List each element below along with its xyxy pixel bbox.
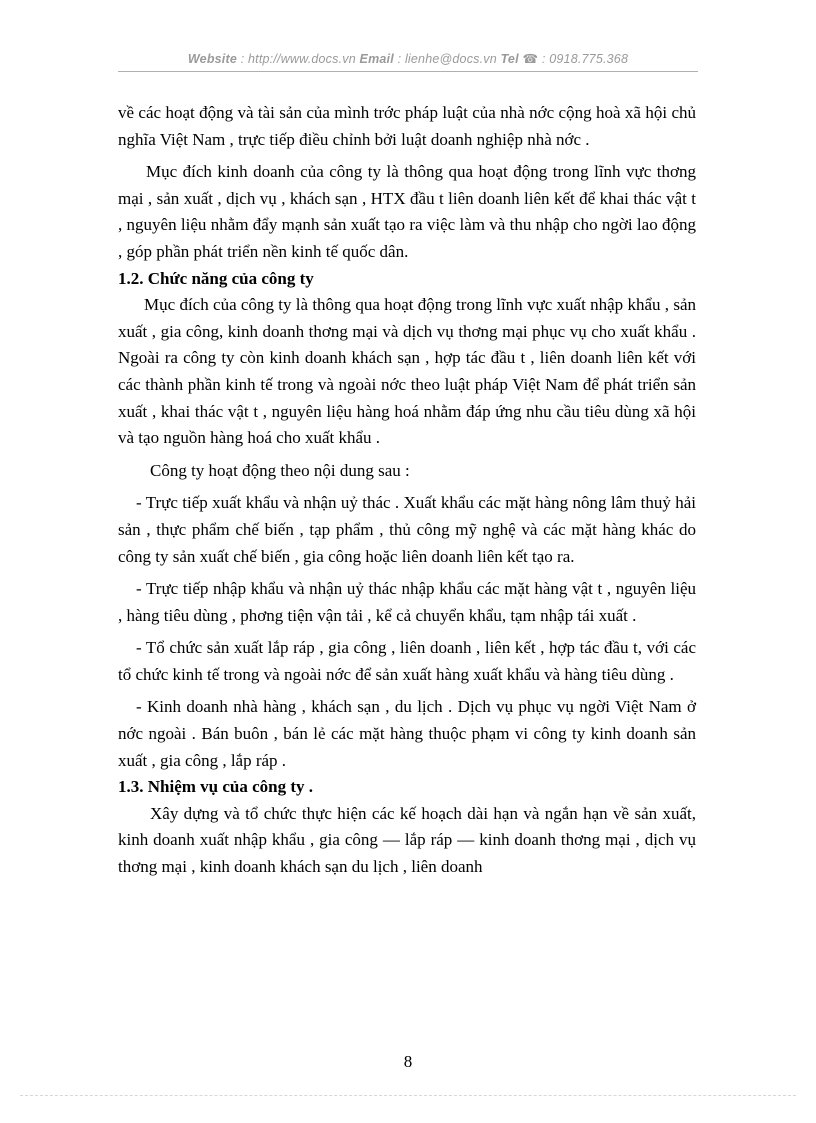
paragraph-functions: Mục đích của công ty là thông qua hoạt động trong lĩnh vực xuất nhập khẩu , sản xuất , gia công, kinh doanh thơng mại và dịch vụ thơng mại phục vụ cho xuất khẩu . Ngoài ra công ty còn kinh doanh khách sạn , hợp tác đầu t , liên doanh liên kết với các thành phần kinh tế trong và ngoài nớc theo luật pháp Việt Nam để phát triển sản xuất , khai thác vật t , nguyên liệu hàng hoá nhằm đáp ứng nhu cầu tiêu dùng xã hội và tạo nguồn hàng hoá cho xuất khẩu . [118, 295, 696, 448]
paragraph-business-purpose: Mục đích kinh doanh của công ty là thông qua hoạt động trong lĩnh vực thơng mại , sản xuất , dịch vụ , khách sạn , HTX đầu t liên doanh liên kết để khai thác vật t , nguyên liệu nhằm đẩy mạnh sản xuất tạo ra việc làm và thu nhập cho ngời lao động , góp phần phát triển nền kinh tế quốc dân. [118, 162, 696, 261]
list-item-import: - Trực tiếp nhập khẩu và nhận uỷ thác nhập khẩu các mặt hàng vật t , nguyên liệu , hàng tiêu dùng , phơng tiện vận tải , kể cả chuyển khẩu, tạm nhập tái xuất . [118, 579, 696, 625]
list-item-production: - Tổ chức sản xuất lắp ráp , gia công , liên doanh , liên kết , hợp tác đầu t, với các tổ chức kinh tế trong và ngoài nớc để sản xuất hàng xuất khẩu và hàng tiêu dùng . [118, 638, 696, 684]
tel-label: Tel [500, 52, 519, 66]
website-label: Website [187, 52, 237, 66]
section-heading-duties: 1.3. Nhiệm vụ của công ty . [118, 777, 314, 797]
paragraph-activities-intro: Công ty hoạt động theo nội dung sau : [150, 460, 410, 480]
page-number: 8 [403, 1052, 413, 1071]
list-item-hospitality: - Kinh doanh nhà hàng , khách sạn , du lịch . Dịch vụ phục vụ ngời Việt Nam ở nớc ngoài . Bán buôn , bán lẻ các mặt hàng thuộc phạm vi công ty kinh doanh sản xuất , gia công , lắp ráp . [118, 697, 696, 770]
email-value: : lienhe@docs.vn [397, 52, 497, 66]
section-heading-functions: 1.2. Chức năng của công ty [118, 268, 314, 288]
tel-value: ☎ : 0918.775.368 [522, 52, 629, 66]
paragraph-duties: Xây dựng và tổ chức thực hiện các kế hoạch dài hạn và ngắn hạn về sản xuất, kinh doanh xuất nhập khẩu , gia công — lắp ráp — kinh doanh thơng mại , dịch vụ thơng mại , kinh doanh khách sạn du lịch , liên doanh [118, 803, 696, 877]
document-body [118, 100, 696, 881]
header-divider [118, 71, 698, 72]
paragraph-continuation: về các hoạt động và tài sản của mình trớc pháp luật của nhà nớc cộng hoà xã hội chủ nghĩa Việt Nam , trực tiếp điều chỉnh bởi luật doanh nghiệp nhà nớc . [118, 103, 696, 149]
website-value: : http://www.docs.vn [240, 52, 356, 66]
list-item-export: - Trực tiếp xuất khẩu và nhận uỷ thác . Xuất khẩu các mặt hàng nông lâm thuỷ hải sản , thực phẩm chế biến , tạp phẩm , thủ công mỹ nghệ và các mặt hàng khác do công ty sản xuất chế biến , gia công hoặc liên doanh liên kết tạo ra. [118, 493, 696, 566]
page-bottom-divider [20, 1095, 796, 1096]
page-header [118, 51, 698, 66]
email-label: Email [359, 52, 394, 66]
